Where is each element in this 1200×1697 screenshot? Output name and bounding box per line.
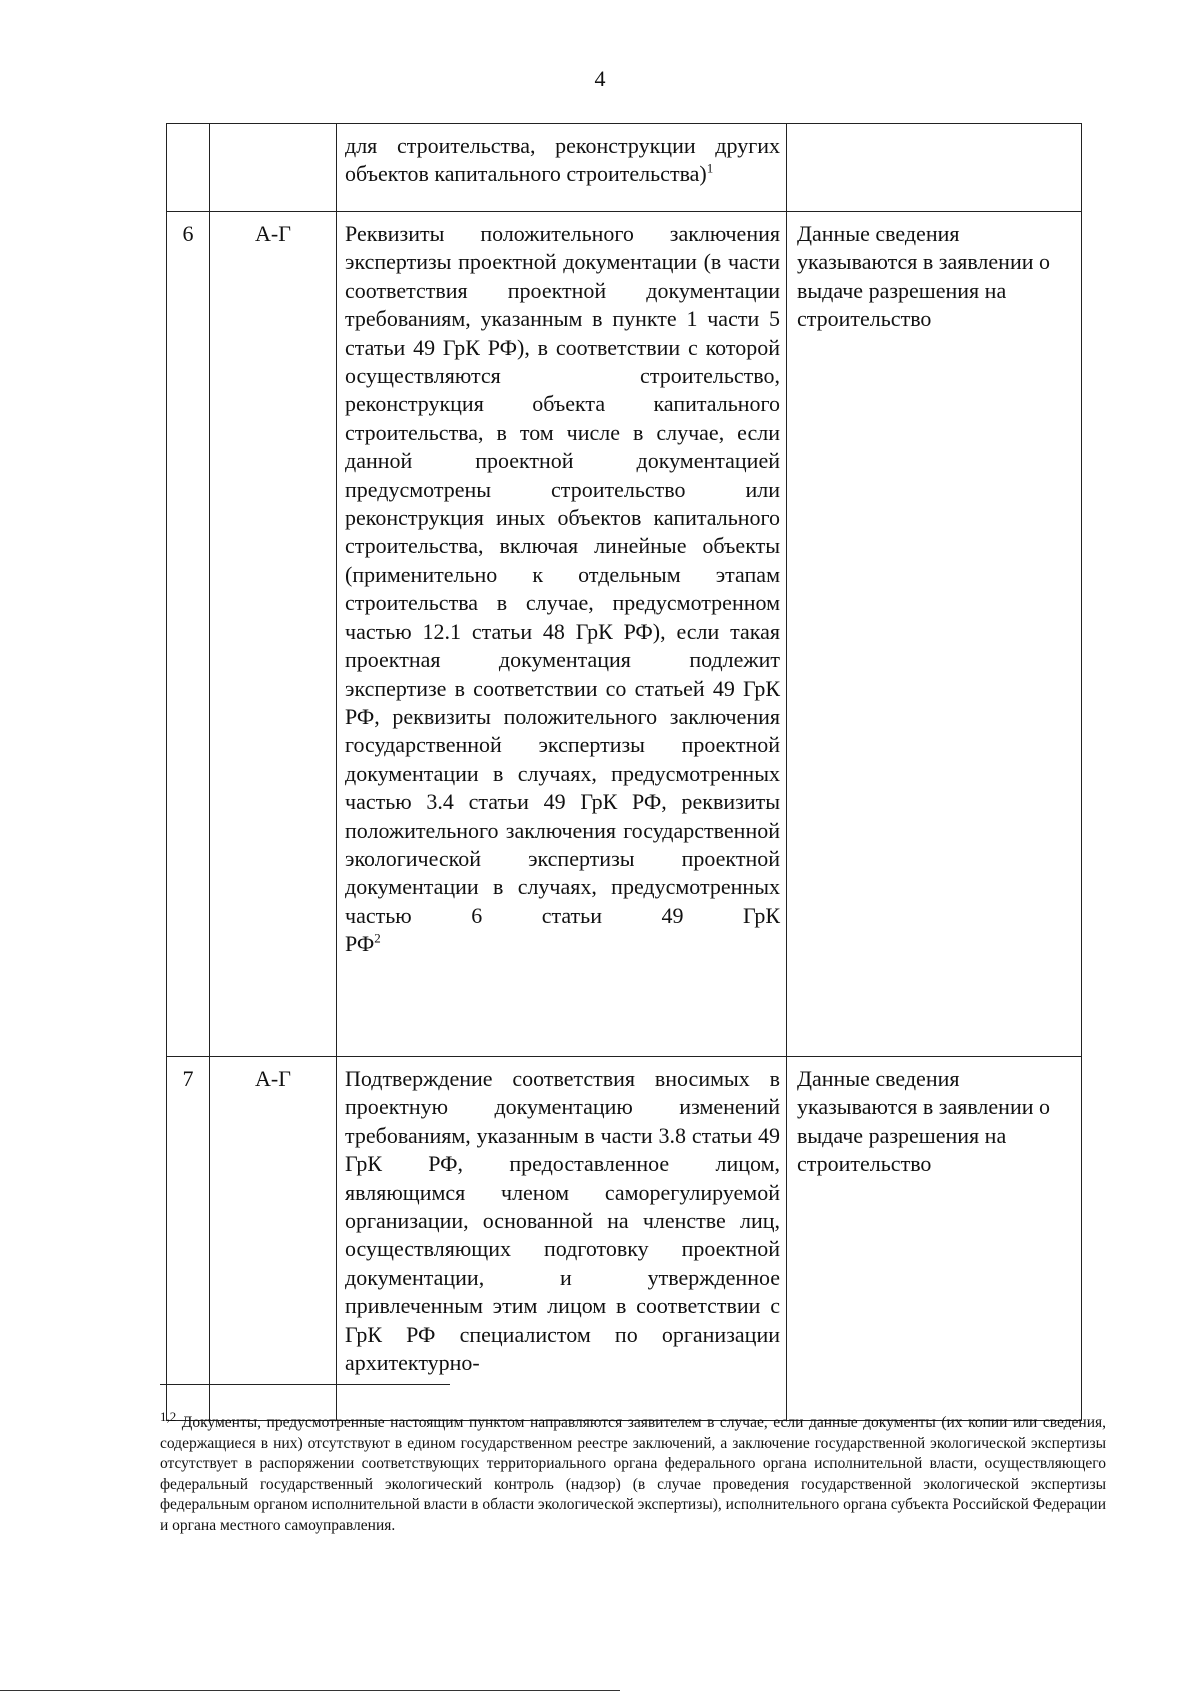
footnote-marker: 1,2 — [160, 1408, 177, 1424]
row-document-text — [337, 124, 787, 212]
row-category: А-Г — [210, 212, 337, 1057]
row-note: Данные сведения указываются в заявлении о выдаче разрешения на строительство — [787, 1057, 1082, 1421]
table-row — [167, 212, 1082, 1057]
row-number — [167, 124, 210, 212]
page-number: 4 — [594, 66, 606, 91]
doc-text-last: РФ — [345, 931, 375, 957]
table-row — [167, 124, 1082, 212]
footnote-divider — [160, 1384, 450, 1385]
footnote-ref: 1 — [706, 161, 714, 177]
row-document-text — [337, 212, 787, 1057]
row-note — [787, 124, 1082, 212]
footnote-text: Документы, предусмотренные настоящим пунктом направляются заявителем в случае, если данные документы (их копии или сведения, содержащиеся в них) отсутствуют в едином государственном реестре заключений, а заключение государственной экологической экспертизы отсутствует в распоряжении соответствующих территориального органа федерального органа исполнительной власти, осуществляющего федеральный государственный экологический контроль (надзор) (в случае проведения государственной экологической экспертизы федеральным органом исполнительной власти в области экологической экспертизы), исполнительного органа субъекта Российской Федерации и органа местного самоуправления. — [160, 1414, 1107, 1534]
table-row — [167, 1057, 1082, 1421]
footnote-ref: 2 — [374, 930, 381, 946]
footnote — [160, 1408, 1107, 1536]
doc-text: для строительства, реконструкции других объектов капитального строительства) — [345, 133, 780, 187]
row-note: Данные сведения указываются в заявлении о выдаче разрешения на строительство — [787, 212, 1082, 1057]
documents-table — [166, 123, 1082, 1421]
row-number: 6 — [167, 212, 210, 1057]
page-bottom-line — [0, 1690, 620, 1691]
doc-text: Реквизиты положительного заключения экспертизы проектной документации (в части соответствия проектной документации требованиям, указанным в пункте 1 части 5 статьи 49 ГрК РФ), в соответствии с которой осуществляются строительство, реконструкция объекта капитального строительства, в том числе в случае, если данной проектной документацией предусмотрены строительство или реконструкция иных объектов капитального строительства, включая линейные объекты (применительно к отдельным этапам строительства в случае, предусмотренном частью 12.1 статьи 48 ГрК РФ), если такая проектная документация подлежит экспертизе в соответствии со статьей 49 ГрК РФ, реквизиты положительного заключения государственной экспертизы проектной документации в случаях, предусмотренных частью 3.4 статьи 49 ГрК РФ, реквизиты положительного заключения государственной экологической экспертизы проектной документации в случаях, предусмотренных частью 6 статьи 49 ГрК — [345, 221, 780, 928]
row-document-text: Подтверждение соответствия вносимых в проектную документацию изменений требованиям, указанным в части 3.8 статьи 49 ГрК РФ, предоставленное лицом, являющимся членом саморегулируемой организации, основанной на членстве лиц, осуществляющих подготовку проектной документации, и утвержденное привлеченным этим лицом в соответствии с ГрК РФ специалистом по организации архитектурно- — [337, 1057, 787, 1421]
row-number: 7 — [167, 1057, 210, 1421]
row-category: А-Г — [210, 1057, 337, 1421]
row-category — [210, 124, 337, 212]
